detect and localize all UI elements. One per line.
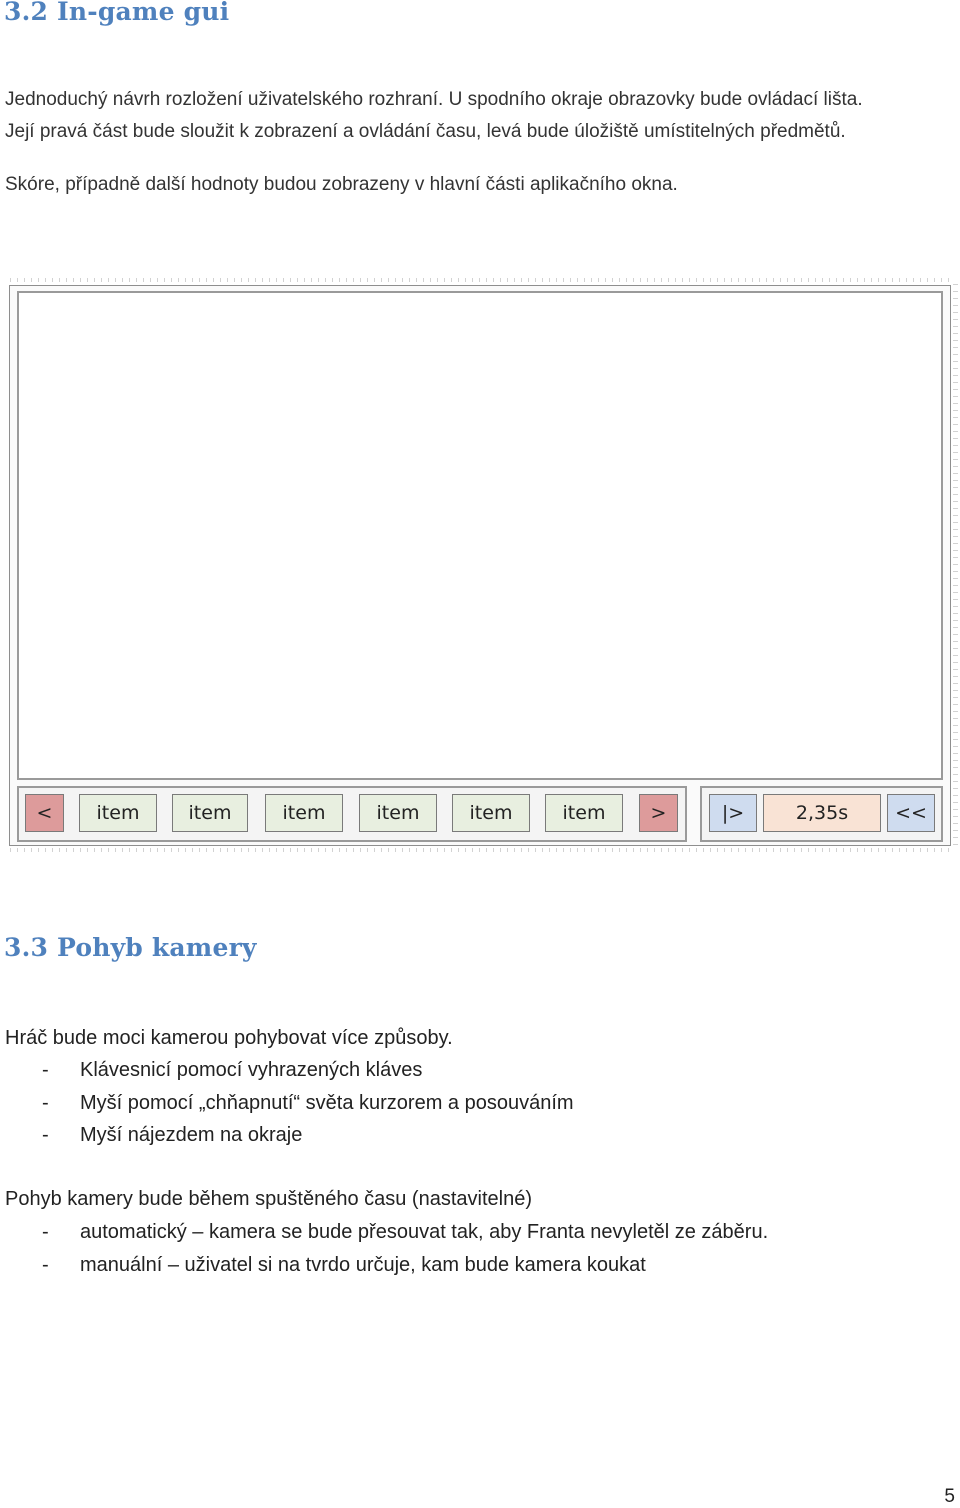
prev-items-button[interactable]: < (25, 794, 64, 832)
item-slot[interactable]: item (172, 794, 248, 832)
camera-intro: Hráč bude moci kamerou pohybovat více způsoby. (5, 1027, 453, 1049)
ruler-bottom (10, 848, 952, 852)
section-heading-gui: 3.2 In-game gui (4, 0, 230, 26)
section-heading-camera: 3.3 Pohyb kamery (4, 933, 257, 962)
list-item: - automatický – kamera se bude přesouvat tak, aby Franta nevyletěl ze záběru. (5, 1216, 768, 1249)
ruler-top (10, 278, 952, 282)
camera-modes-list (5, 1216, 768, 1281)
gui-description-line: Skóre, případně další hodnoty budou zobrazeny v hlavní části aplikačního okna. (5, 174, 678, 195)
item-slot[interactable]: item (265, 794, 343, 832)
item-slot[interactable]: item (79, 794, 157, 832)
camera-modes-intro: Pohyb kamery bude během spuštěného času (nastavitelné) (5, 1188, 532, 1210)
item-slot[interactable]: item (452, 794, 530, 832)
list-item: - Klávesnicí pomocí vyhrazených kláves (5, 1054, 574, 1087)
game-viewport (17, 291, 943, 780)
gui-description-line: Její pravá část bude sloužit k zobrazení a ovládání času, levá bude úložiště umístitelných předmětů. (5, 121, 846, 142)
time-display: 2,35s (763, 794, 881, 832)
rewind-button[interactable]: << (887, 794, 935, 832)
ruler-right (953, 284, 958, 846)
gui-description-line: Jednoduchý návrh rozložení uživatelského rozhraní. U spodního okraje obrazovky bude ovládací lišta. (5, 89, 863, 110)
item-slot[interactable]: item (359, 794, 437, 832)
page-number: 5 (944, 1486, 955, 1507)
list-item: - manuální – uživatel si na tvrdo určuje, kam bude kamera koukat (5, 1249, 768, 1282)
play-button[interactable]: |> (709, 794, 757, 832)
next-items-button[interactable]: > (639, 794, 678, 832)
camera-methods-list (5, 1054, 574, 1152)
item-slot[interactable]: item (545, 794, 623, 832)
list-item: - Myší nájezdem na okraje (5, 1119, 574, 1152)
gui-description (5, 84, 863, 201)
list-item: - Myší pomocí „chňapnutí“ světa kurzorem a posouváním (5, 1087, 574, 1120)
